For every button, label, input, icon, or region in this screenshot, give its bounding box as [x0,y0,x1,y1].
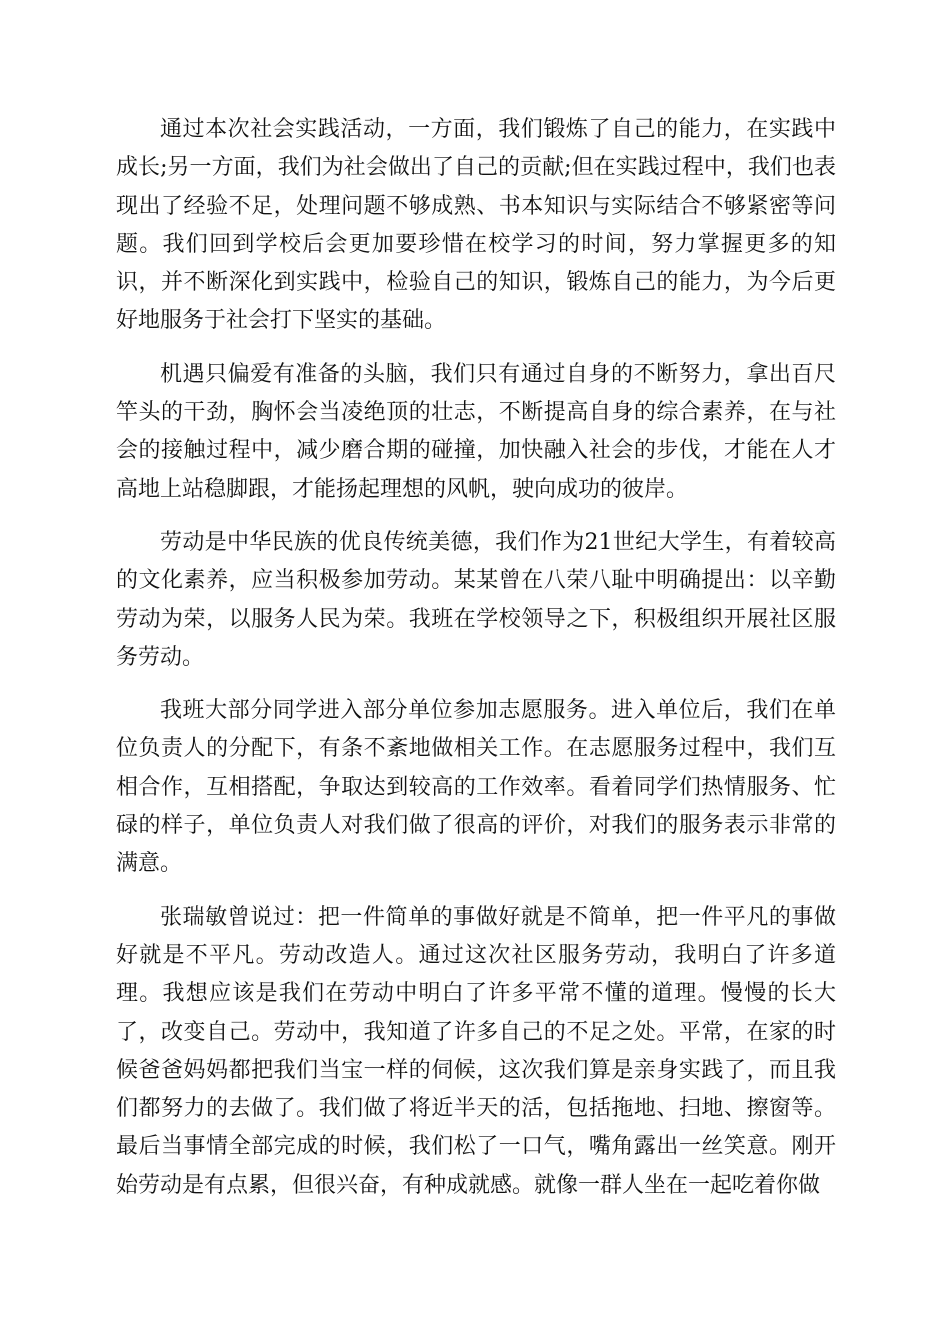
paragraph-labor-virtue: 劳动是中华民族的优良传统美德，我们作为21世纪大学生，有着较高的文化素养，应当积极参加劳动。某某曾在八荣八耻中明确提出：以辛勤劳动为荣，以服务人民为荣。我班在学校领导之下，积极组织开展社区服务劳动。 [116,529,836,670]
paragraph-practice-summary: 通过本次社会实践活动，一方面，我们锻炼了自己的能力，在实践中成长;另一方面，我们为社会做出了自己的贡献;但在实践过程中，我们也表现出了经验不足，处理问题不够成熟、书本知识与实际结合不够紧密等问题。我们回到学校后会更加要珍惜在校学习的时间，努力掌握更多的知识，并不断深化到实践中，检验自己的知识，锻炼自己的能力，为今后更好地服务于社会打下坚实的基础。 [116,117,836,334]
document-body [116,111,836,1220]
paragraph-opportunity: 机遇只偏爱有准备的头脑，我们只有通过自身的不断努力，拿出百尺竿头的干劲，胸怀会当凌绝顶的壮志，不断提高自身的综合素养，在与社会的接触过程中，减少磨合期的碰撞，加快融入社会的步伐，才能在人才高地上站稳脚跟，才能扬起理想的风帆，驶向成功的彼岸。 [116,361,836,502]
paragraph-volunteer-service: 我班大部分同学进入部分单位参加志愿服务。进入单位后，我们在单位负责人的分配下，有条不紊地做相关工作。在志愿服务过程中，我们互相合作，互相搭配，争取达到较高的工作效率。看着同学们热情服务、忙碌的样子，单位负责人对我们做了很高的评价，对我们的服务表示非常的满意。 [116,698,836,877]
paragraph-labor-reflection: 张瑞敏曾说过：把一件简单的事做好就是不简单，把一件平凡的事做好就是不平凡。劳动改造人。通过这次社区服务劳动，我明白了许多道理。我想应该是我们在劳动中明白了许多平常不懂的道理。慢慢的长大了，改变自己。劳动中，我知道了许多自己的不足之处。平常，在家的时候爸爸妈妈都把我们当宝一样的伺候，这次我们算是亲身实践了，而且我们都努力的去做了。我们做了将近半天的活，包括拖地、扫地、擦窗等。最后当事情全部完成的时候，我们松了一口气，嘴角露出一丝笑意。刚开始劳动是有点累，但很兴奋，有种成就感。就像一群人坐在一起吃着你做 [116,904,836,1198]
